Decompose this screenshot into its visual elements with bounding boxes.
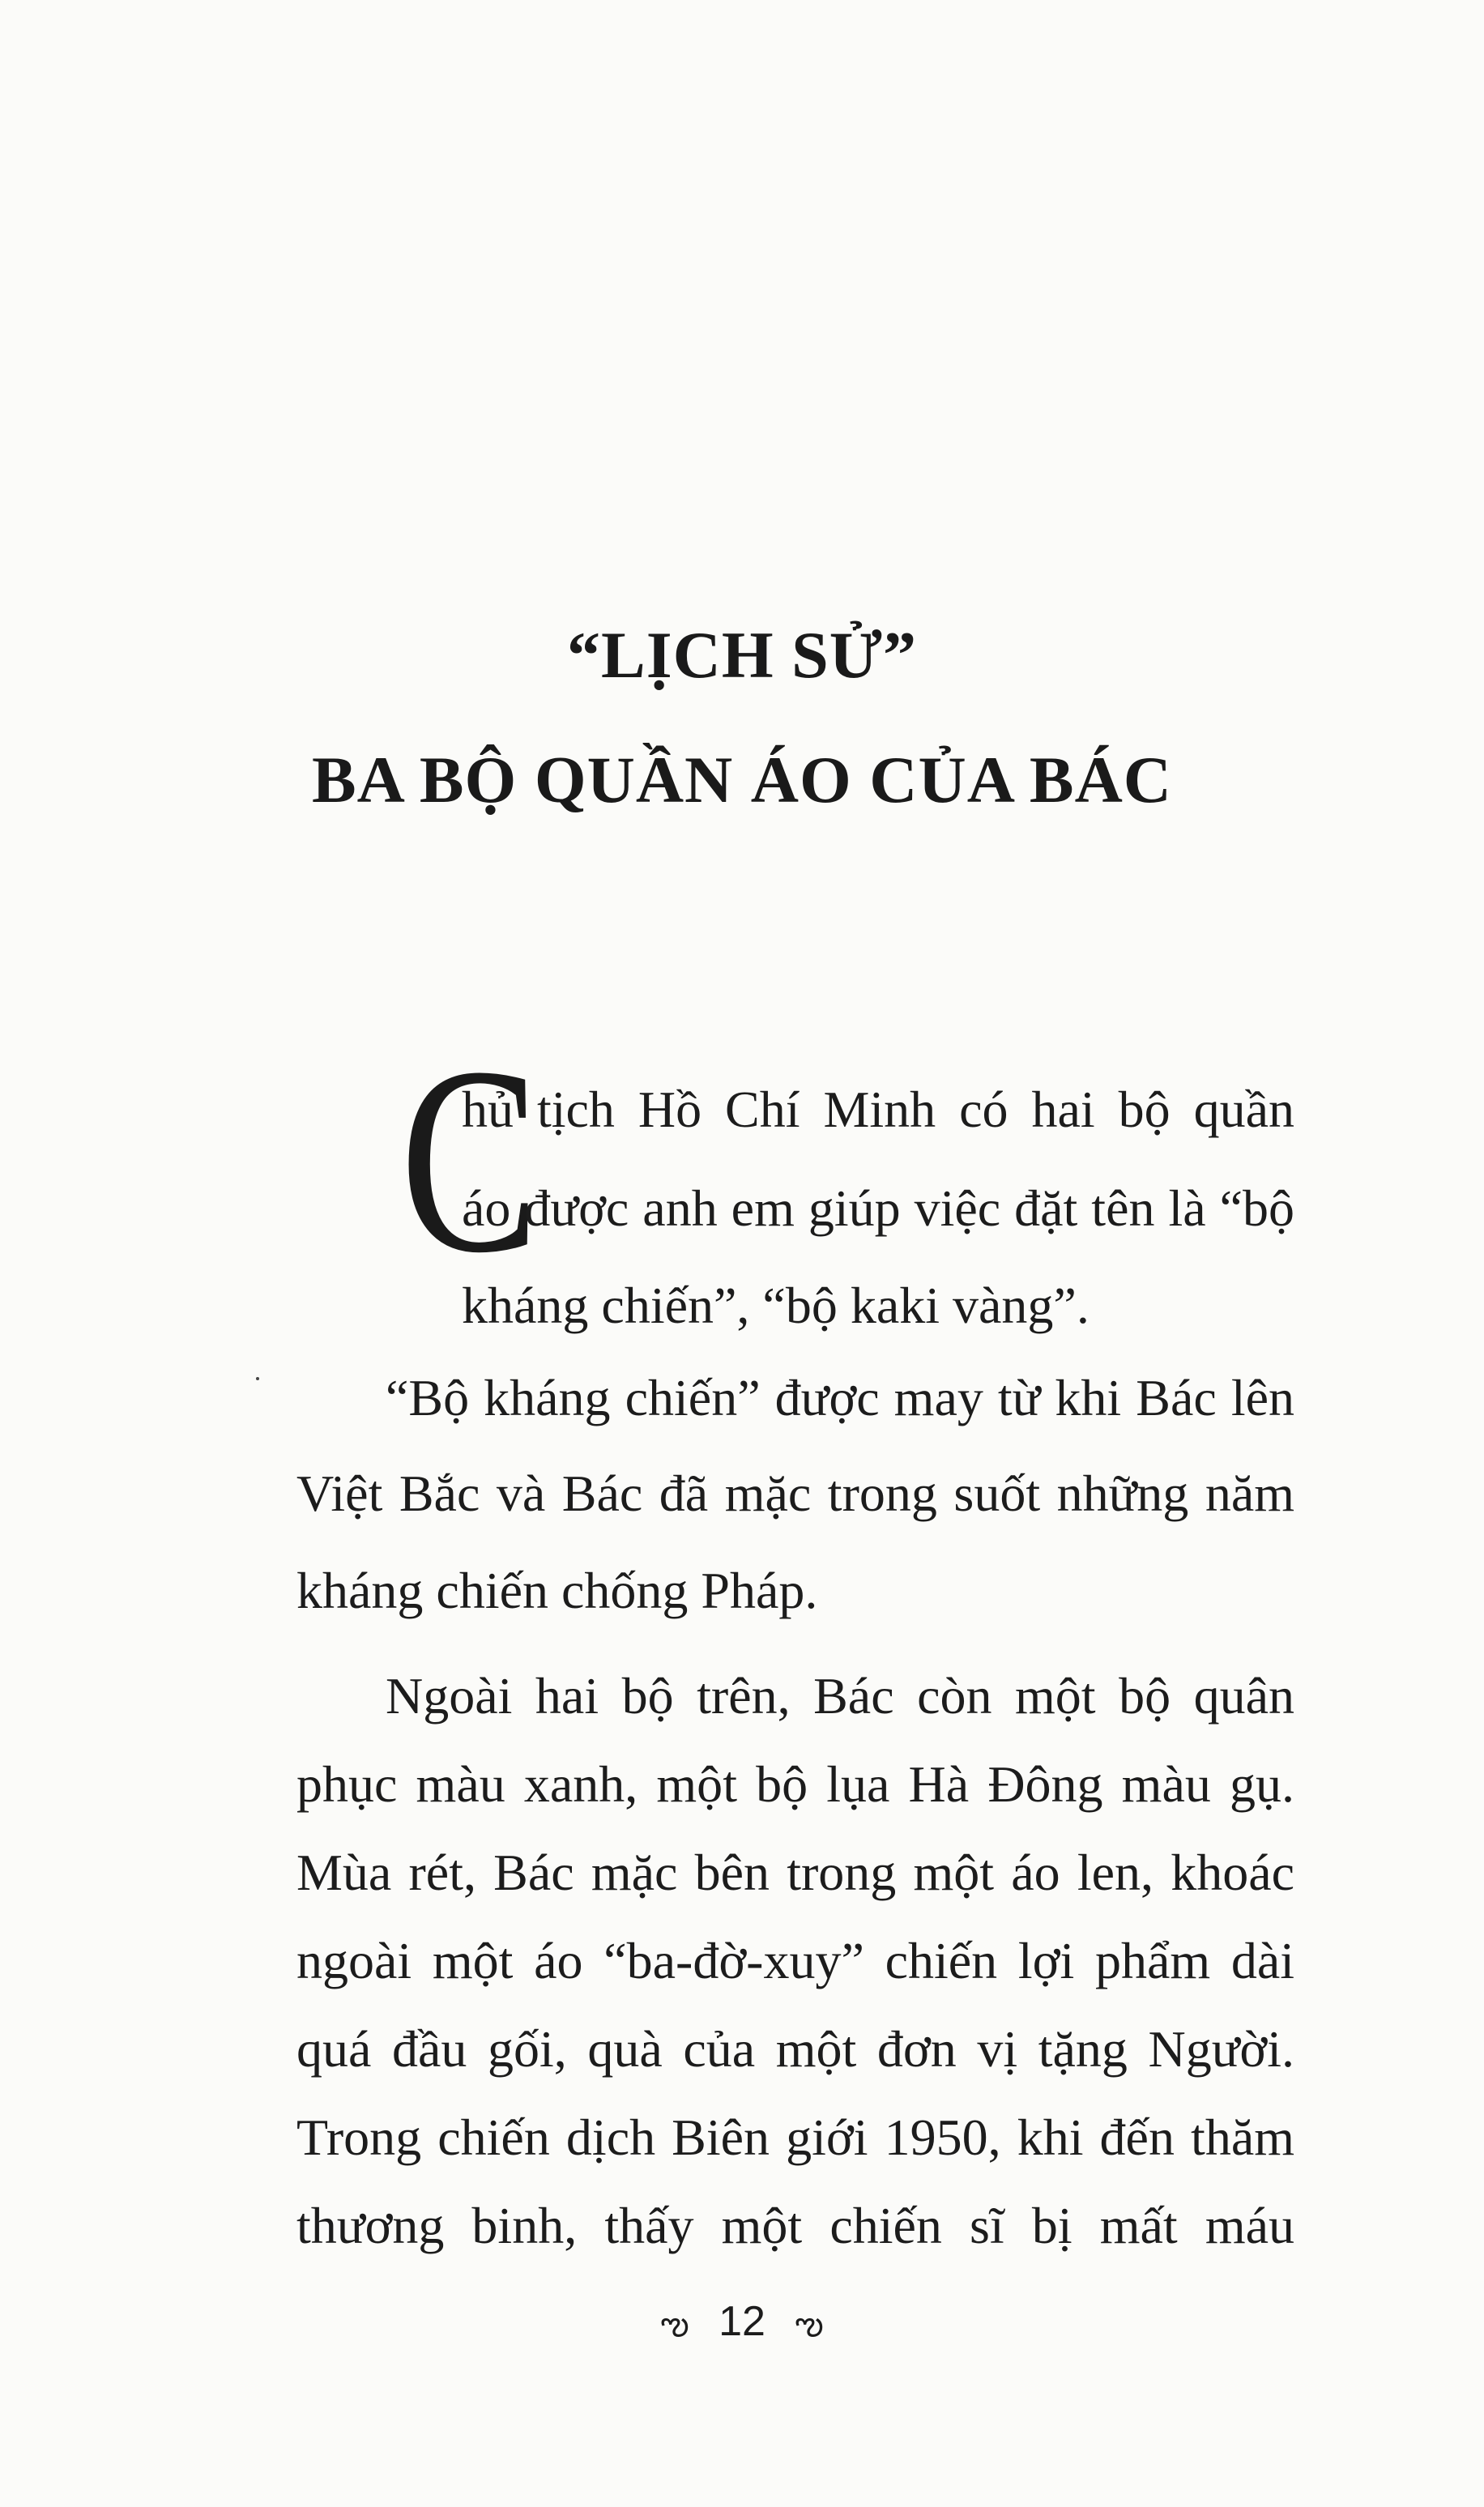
page-footer	[0, 2300, 1484, 2343]
paragraph-line: kháng chiến chống Pháp.	[296, 1562, 818, 1619]
chapter-title-line-1: “LỊCH SỬ”	[567, 618, 917, 692]
ornament-left-icon: ఌ	[660, 2305, 689, 2343]
chapter-title-line-2: BA BỘ QUẦN ÁO CỦA BÁC	[311, 743, 1173, 816]
page-number: 12	[719, 2298, 765, 2345]
paragraph-line: Mùa rét, Bác mặc bên trong một áo len, khoác	[296, 1844, 1294, 1901]
paragraph-line: Trong chiến dịch Biên giới 1950, khi đến thăm	[296, 2108, 1294, 2166]
drop-cap: C	[400, 1013, 539, 1308]
paragraph-line: áo được anh em giúp việc đặt tên là “bộ	[462, 1179, 1294, 1237]
speck-mark	[256, 1377, 259, 1380]
paragraph-line: Ngoài hai bộ trên, Bác còn một bộ quân	[386, 1667, 1294, 1725]
paragraph-line: kháng chiến”, “bộ kaki vàng”.	[462, 1277, 1090, 1334]
paragraph-line: thương binh, thấy một chiến sĩ bị mất máu	[296, 2197, 1294, 2254]
ornament-right-icon: ఌ	[795, 2305, 824, 2343]
paragraph-line: hủ tịch Hồ Chí Minh có hai bộ quần	[462, 1081, 1294, 1138]
paragraph-line: quá đầu gối, quà của một đơn vị tặng Người.	[296, 2020, 1294, 2078]
paragraph-line: “Bộ kháng chiến” được may từ khi Bác lên	[386, 1369, 1294, 1426]
paragraph-line: ngoài một áo “ba-đờ-xuy” chiến lợi phẩm dài	[296, 1932, 1294, 1989]
paragraph-line: Việt Bắc và Bác đã mặc trong suốt những năm	[296, 1465, 1294, 1522]
paragraph-line: phục màu xanh, một bộ lụa Hà Đông màu gụ.	[296, 1755, 1294, 1813]
